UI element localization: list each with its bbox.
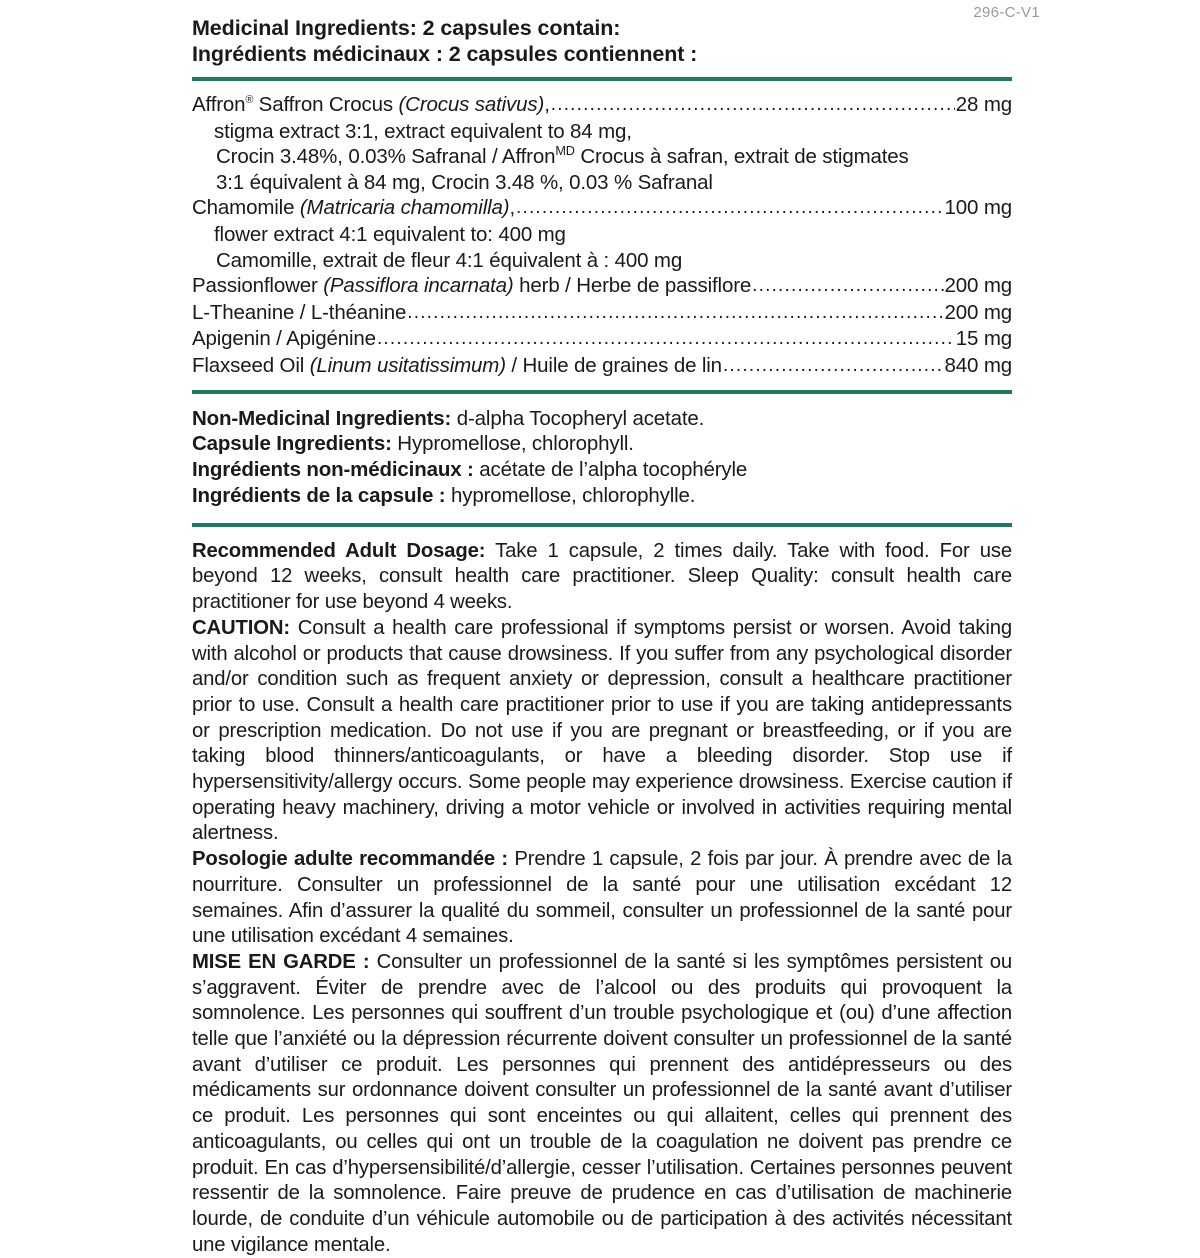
non-medicinal-line <box>192 457 1012 483</box>
ingredient-amount: 28 mg <box>955 93 1012 116</box>
caution-label-en: CAUTION: <box>192 616 290 639</box>
ingredient-amount: 100 mg <box>944 196 1012 220</box>
ingredient-row <box>192 92 1012 119</box>
non-medicinal-value: d-alpha Tocopheryl acetate. <box>451 406 705 430</box>
non-medicinal-line <box>192 431 1012 457</box>
dot-leader <box>516 194 944 221</box>
caution-text-en: Consult a health care professional if symptoms persist or worsen. Avoid taking with alcohol or products that cause drowsiness. If you suffer from any psychological disorder and/or condition such as frequent anxiety or depression, consult a healthcare practitioner prior to use. Consult a health care practitioner prior to use if you are taking antidepressants or prescription medication. Do not use if you are pregnant or breastfeeding, or if you are taking blood thinners/anticoagulants, or have a bleeding disorder. Stop use if hypersensitivity/allergy occurs. Some people may experience drowsiness. Exercise caution if operating heavy machinery, driving a motor vehicle or involved in activities requiring mental alertness. <box>192 616 1012 845</box>
non-medicinal-value: Hypromellose, chlorophyll. <box>391 432 634 456</box>
ingredient-name: Apigenin / Apigénine <box>192 327 376 351</box>
dosage-and-caution-block <box>192 527 1012 1258</box>
non-medicinal-label: Non-Medicinal Ingredients: <box>192 406 452 430</box>
label-content <box>192 16 1012 1258</box>
ingredient-amount: 200 mg <box>944 274 1012 298</box>
recommended-adult-dosage-fr <box>192 847 1012 950</box>
caution-fr <box>192 950 1012 1258</box>
label-version-code: 296-C-V1 <box>973 4 1040 21</box>
ingredient-amount: 15 mg <box>955 327 1012 351</box>
dosage-text-fr: Prendre 1 capsule, 2 fois par jour. À prendre avec de la nourriture. Consulter un professionnel de la santé pour une utilisation excédant 12 semaines. Afin d’assurer la qualité du sommeil, consulter un professionnel de la santé pour une utilisation excédant 4 semaines. <box>192 848 1012 948</box>
ingredient-subline: flower extract 4:1 equivalent to: 400 mg <box>214 222 566 246</box>
non-medicinal-line <box>192 406 1012 432</box>
dot-leader <box>551 91 955 118</box>
ingredient-subline: stigma extract 3:1, extract equivalent to 84 mg, <box>214 119 632 143</box>
medicinal-heading-en: Medicinal Ingredients: 2 capsules contain: <box>192 16 621 40</box>
ingredient-row <box>192 353 1012 380</box>
ingredient-name: Flaxseed Oil (Linum usitatissimum) / Huile de graines de lin <box>192 353 722 377</box>
dot-leader <box>407 299 943 326</box>
ingredients-list <box>192 81 1012 390</box>
recommended-adult-dosage-en <box>192 539 1012 616</box>
ingredient-subline: Camomille, extrait de fleur 4:1 équivalent à : 400 mg <box>216 248 683 272</box>
ingredient-name: Passionflower (Passiflora incarnata) herb / Herbe de passiflore <box>192 274 752 298</box>
dosage-label-fr: Posologie adulte recommandée : <box>192 848 509 871</box>
ingredient-name: Affron® Saffron Crocus (Crocus sativus), <box>192 93 550 116</box>
caution-label-fr: MISE EN GARDE : <box>192 950 370 973</box>
non-medicinal-line <box>192 483 1012 509</box>
caution-text-fr: Consulter un professionnel de la santé si les symptômes persistent ou s’aggravent. Éviter de prendre avec de l’alcool ou des produits qui provoquent la somnolence. Les personnes qui souffrent d’un trouble psychologique et (ou) d’une affection telle que l’anxiété ou la dépression récurrente doivent consulter un professionnel de la santé avant d’utiliser ce produit. Les personnes qui prennent des antidépresseurs ou des médicaments sur ordonnance doivent consulter un professionnel de la santé avant d’utiliser ce produit. Les personnes qui sont enceintes ou qui allaitent, celles qui prennent des anticoagulants, ou celles qui ont un trouble de la coagulation ne doivent pas prendre ce produit. En cas d’hypersensibilité/d’allergie, cesser l’utilisation. Certaines personnes peuvent ressentir de la somnolence. Faire preuve de prudence en cas d’utilisation de machinerie lourde, de conduite d’un véhicule automobile ou de participation à des activités nécessitant une vigilance mentale. <box>192 950 1012 1256</box>
caution-en <box>192 616 1012 847</box>
ingredient-row <box>192 273 1012 300</box>
ingredient-subline: 3:1 équivalent à 84 mg, Crocin 3.48 %, 0.03 % Safranal <box>216 170 713 194</box>
non-medicinal-ingredients-block <box>192 394 1012 523</box>
ingredient-amount: 840 mg <box>944 353 1012 377</box>
dot-leader <box>752 272 943 299</box>
non-medicinal-label: Capsule Ingredients: <box>192 432 392 456</box>
non-medicinal-label: Ingrédients non-médicinaux : <box>192 458 474 482</box>
dosage-label-en: Recommended Adult Dosage: <box>192 539 486 562</box>
medicinal-ingredients-heading <box>192 16 1012 67</box>
ingredient-row <box>192 326 1012 353</box>
non-medicinal-value: acétate de l’alpha tocophéryle <box>473 458 748 482</box>
ingredient-amount: 200 mg <box>944 300 1012 324</box>
dot-leader <box>723 352 944 379</box>
non-medicinal-value: hypromellose, chlorophylle. <box>445 483 696 507</box>
dosage-text-en: Take 1 capsule, 2 times daily. Take with food. For use beyond 12 weeks, consult health care practitioner. Sleep Quality: consult health care practitioner for use beyond 4 weeks. <box>192 539 1012 614</box>
ingredient-subline: Crocin 3.48%, 0.03% Safranal / Affron$^{MD}$ Crocus à safran, extrait de stigmates <box>216 143 909 169</box>
dot-leader <box>377 325 955 352</box>
medicinal-heading-fr: Ingrédients médicinaux : 2 capsules contiennent : <box>192 41 698 66</box>
non-medicinal-label: Ingrédients de la capsule : <box>192 483 446 507</box>
ingredient-name: L-Theanine / L-théanine <box>192 300 407 324</box>
ingredient-name: Chamomile (Matricaria chamomilla), <box>192 196 515 220</box>
ingredient-row <box>192 300 1012 327</box>
ingredient-row <box>192 195 1012 222</box>
